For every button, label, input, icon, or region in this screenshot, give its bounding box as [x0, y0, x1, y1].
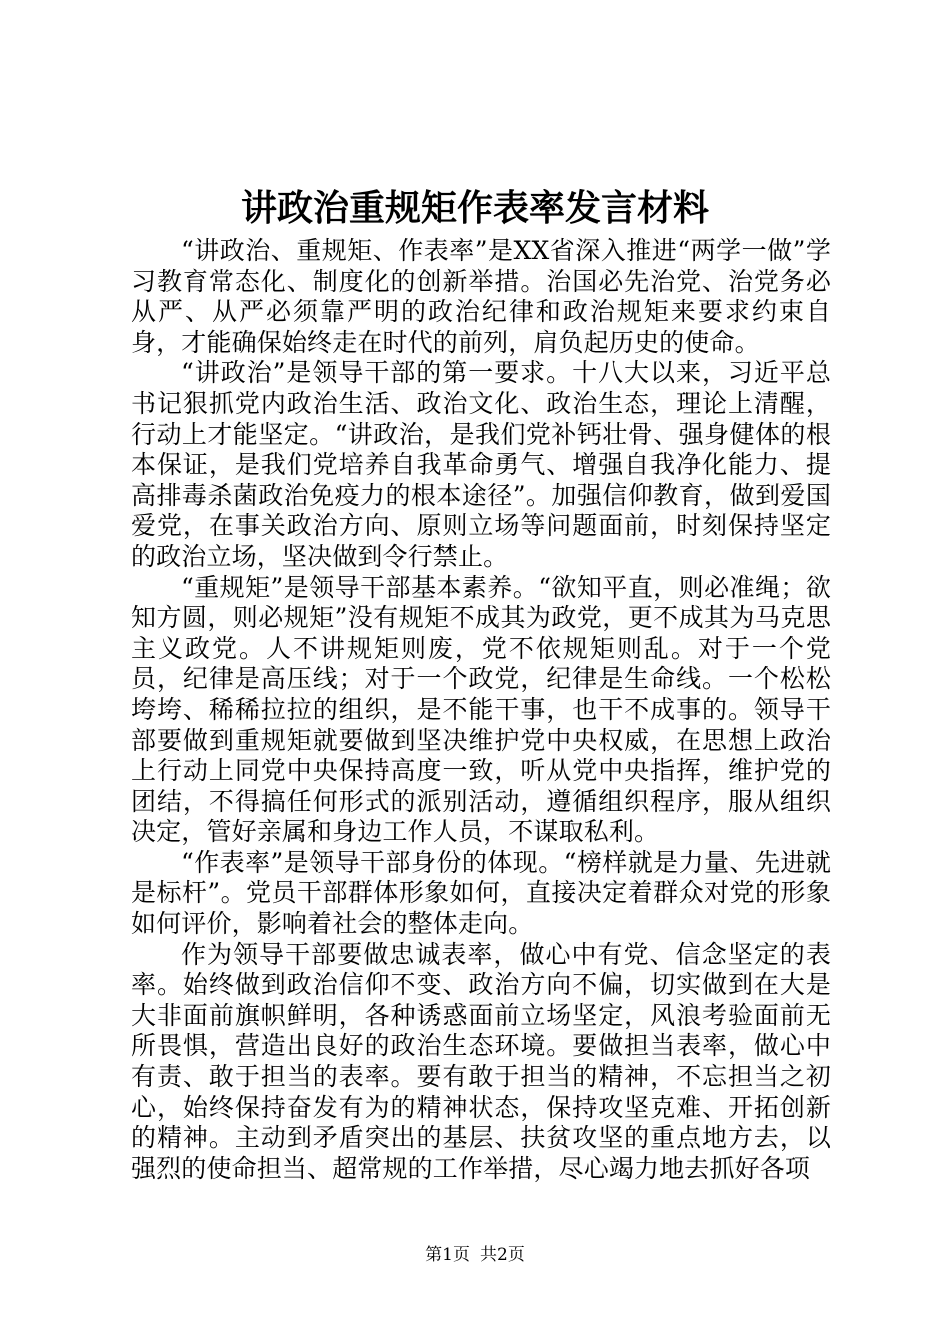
page-number-current: 第1页: [425, 1245, 470, 1265]
paragraph-intro: “讲政治、重规矩、作表率”是XX省深入推进“两学一做”学习教育常态化、制度化的创新举措。治国必先治党、治党务必从严、从严必须靠严明的政治纪律和政治规矩来要求约束自身，才能确保始终走在时代的前列，肩负起历史的使命。: [131, 236, 831, 357]
page-footer: [0, 1243, 950, 1267]
paragraph-rules: “重规矩”是领导干部基本素养。“欲知平直，则必准绳；欲知方圆，则必规矩”没有规矩不成其为政党，更不成其为马克思主义政党。人不讲规矩则废，党不依规矩则乱。对于一个党员，纪律是高压线；对于一个政党，纪律是生命线。一个松松垮垮、稀稀拉拉的组织，是不能干事，也干不成事的。领导干部要做到重规矩就要做到坚决维护党中央权威，在思想上政治上行动上同党中央保持高度一致，听从党中央指挥，维护党的团结，不得搞任何形式的派别活动，遵循组织程序，服从组织决定，管好亲属和身边工作人员，不谋取私利。: [131, 572, 831, 847]
paragraph-politics: “讲政治”是领导干部的第一要求。十八大以来，习近平总书记狠抓党内政治生活、政治文化、政治生态，理论上清醒，行动上才能坚定。“讲政治，是我们党补钙壮骨、强身健体的根本保证，是我们党培养自我革命勇气、增强自我净化能力、提高排毒杀菌政治免疫力的根本途径”。加强信仰教育，做到爱国爱党，在事关政治方向、原则立场等问题面前，时刻保持坚定的政治立场，坚决做到令行禁止。: [131, 358, 831, 571]
paragraph-example: “作表率”是领导干部身份的体现。“榜样就是力量、先进就是标杆”。党员干部群体形象如何，直接决定着群众对党的形象如何评价，影响着社会的整体走向。: [131, 847, 831, 939]
paragraph-leadership: 作为领导干部要做忠诚表率，做心中有党、信念坚定的表率。始终做到政治信仰不变、政治方向不偏，切实做到在大是大非面前旗帜鲜明，各种诱惑面前立场坚定，风浪考验面前无所畏惧，营造出良好的政治生态环境。要做担当表率，做心中有责、敢于担当的表率。要有敢于担当的精神，不忘担当之初心，始终保持奋发有为的精神状态，保持攻坚克难、开拓创新的精神。主动到矛盾突出的基层、扶贫攻坚的重点地方去，以强烈的使命担当、超常规的工作举措，尽心竭力地去抓好各项: [131, 939, 831, 1183]
page-number-total: 共2页: [480, 1245, 525, 1265]
document-title: 讲政治重规矩作表率发言材料: [240, 187, 709, 229]
document-body: [131, 236, 831, 1184]
